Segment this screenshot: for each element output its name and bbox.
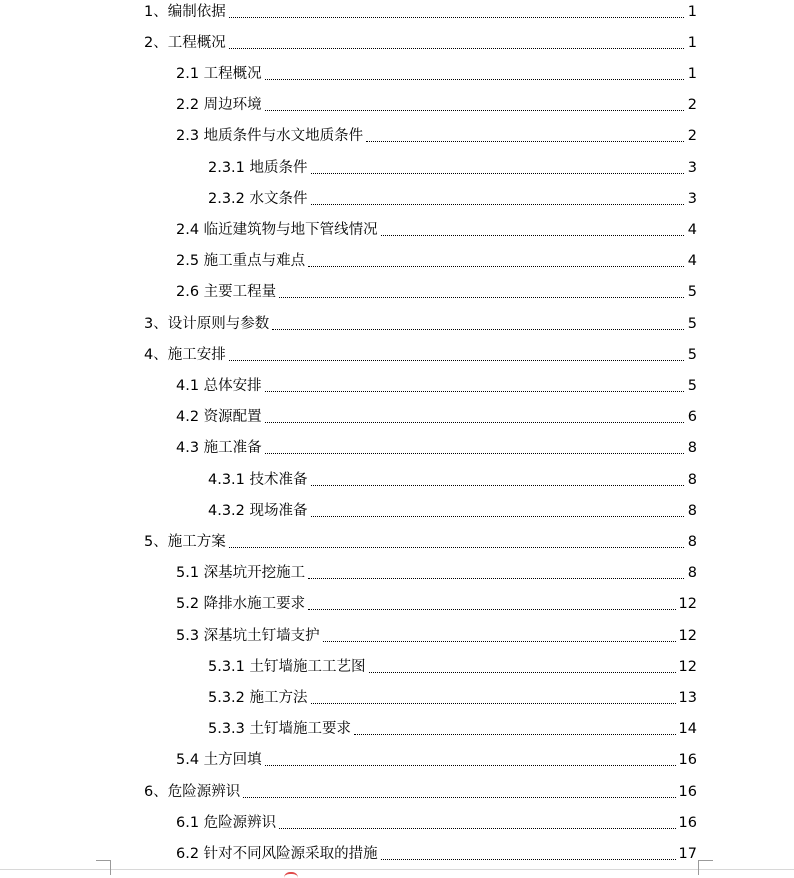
toc-leader [229,546,684,548]
toc-entry[interactable] [176,563,697,583]
toc-entry-title: 2.4 临近建筑物与地下管线情况 [176,222,378,238]
toc-entry[interactable] [176,750,697,770]
toc-entry-page: 2 [687,97,697,113]
toc-leader [308,265,684,267]
toc-entry-title: 1、编制依据 [144,4,226,20]
toc-entry-page: 8 [687,534,697,550]
toc-entry[interactable] [176,282,697,302]
toc-leader [265,78,684,80]
toc-entry-title: 6、危险源辨识 [144,784,241,800]
toc-entry-title: 2.3.2 水文条件 [208,191,308,207]
toc-entry-page: 17 [678,846,697,862]
toc-entry[interactable] [176,220,697,240]
toc-leader [311,515,684,517]
toc-leader [229,47,684,49]
toc-entry-page: 5 [687,316,697,332]
toc-leader [308,577,684,579]
toc-entry-title: 2.5 施工重点与难点 [176,253,306,269]
toc-leader [381,858,676,860]
red-stamp-fragment [284,872,298,878]
toc-entry[interactable] [176,813,697,833]
toc-entry[interactable] [144,314,697,334]
toc-leader [311,172,684,174]
toc-entry-title: 2.3 地质条件与水文地质条件 [176,128,364,144]
toc-leader [265,390,684,392]
toc-entry[interactable] [144,33,697,53]
page-bottom-edge [0,869,794,870]
toc-entry[interactable] [208,657,697,677]
toc-entry[interactable] [176,407,697,427]
toc-entry-title: 5.2 降排水施工要求 [176,596,306,612]
toc-leader [229,16,684,18]
toc-leader [311,702,676,704]
toc-entry[interactable] [176,594,697,614]
toc-entry-page: 1 [687,35,697,51]
toc-entry[interactable] [208,501,697,521]
toc-leader [369,671,676,673]
toc-leader [366,140,684,142]
toc-leader [381,234,684,236]
toc-entry-page: 2 [687,128,697,144]
toc-leader [311,484,684,486]
toc-entry-title: 5.3.1 土钉墙施工工艺图 [208,659,366,675]
toc-entry-page: 6 [687,409,697,425]
toc-leader [229,359,684,361]
toc-entry-page: 8 [687,440,697,456]
toc-entry[interactable] [176,64,697,84]
toc-entry[interactable] [176,95,697,115]
toc-entry-page: 4 [687,253,697,269]
toc-entry-page: 12 [678,659,697,675]
toc-entry-title: 5.3.3 土钉墙施工要求 [208,721,352,737]
toc-leader [265,109,684,111]
toc-leader [311,203,684,205]
toc-leader [279,827,675,829]
toc-entry-title: 4、施工安排 [144,347,226,363]
toc-entry-title: 5.3 深基坑土钉墙支护 [176,628,320,644]
toc-entry[interactable] [176,126,697,146]
toc-entry[interactable] [144,2,697,22]
toc-entry-page: 1 [687,66,697,82]
toc-entry[interactable] [208,719,697,739]
margin-corner-mark-right [698,860,713,875]
toc-leader [265,421,684,423]
toc-entry[interactable] [176,438,697,458]
toc-entry-title: 2.2 周边环境 [176,97,262,113]
toc-entry-title: 4.3 施工准备 [176,440,262,456]
toc-leader [279,296,684,298]
toc-entry-page: 14 [678,721,697,737]
toc-entry-page: 12 [678,596,697,612]
toc-leader [354,733,676,735]
toc-entry[interactable] [208,189,697,209]
toc-entry[interactable] [176,626,697,646]
toc-leader [265,452,684,454]
toc-entry[interactable] [176,376,697,396]
toc-entry[interactable] [144,345,697,365]
toc-entry-page: 5 [687,284,697,300]
toc-entry-title: 2.1 工程概况 [176,66,262,82]
toc-entry-page: 16 [678,752,697,768]
toc-leader [308,608,675,610]
toc-entry[interactable] [176,844,697,864]
toc-entry-title: 2、工程概况 [144,35,226,51]
toc-entry-page: 3 [687,160,697,176]
toc-entry-title: 3、设计原则与参数 [144,316,270,332]
toc-entry-title: 2.6 主要工程量 [176,284,277,300]
toc-entry-page: 3 [687,191,697,207]
toc-entry[interactable] [144,782,697,802]
toc-entry[interactable] [176,251,697,271]
toc-entry-page: 8 [687,503,697,519]
toc-entry-title: 5、施工方案 [144,534,226,550]
toc-leader [272,328,684,330]
toc-entry[interactable] [208,688,697,708]
toc-entry-title: 6.1 危险源辨识 [176,815,277,831]
toc-entry-page: 13 [678,690,697,706]
toc-entry-title: 5.3.2 施工方法 [208,690,308,706]
toc-entry-page: 4 [687,222,697,238]
toc-entry-title: 5.4 土方回填 [176,752,262,768]
toc-entry-page: 16 [678,815,697,831]
toc-entry-page: 5 [687,347,697,363]
toc-entry-title: 6.2 针对不同风险源采取的措施 [176,846,378,862]
margin-corner-mark-left [96,860,111,875]
toc-entry-page: 8 [687,565,697,581]
toc-entry[interactable] [208,158,697,178]
toc-entry-title: 4.3.1 技术准备 [208,472,308,488]
toc-entry-page: 1 [687,4,697,20]
toc-entry-title: 4.2 资源配置 [176,409,262,425]
toc-entry-page: 12 [678,628,697,644]
toc-entry-title: 4.3.2 现场准备 [208,503,308,519]
toc-entry-page: 5 [687,378,697,394]
toc-leader [243,796,675,798]
toc-entry-title: 5.1 深基坑开挖施工 [176,565,306,581]
toc-entry[interactable] [144,532,697,552]
toc-entry-page: 8 [687,472,697,488]
toc-leader [265,764,676,766]
toc-entry-page: 16 [678,784,697,800]
toc-entry-title: 4.1 总体安排 [176,378,262,394]
toc-entry-title: 2.3.1 地质条件 [208,160,308,176]
toc-leader [323,640,676,642]
toc-entry[interactable] [208,470,697,490]
